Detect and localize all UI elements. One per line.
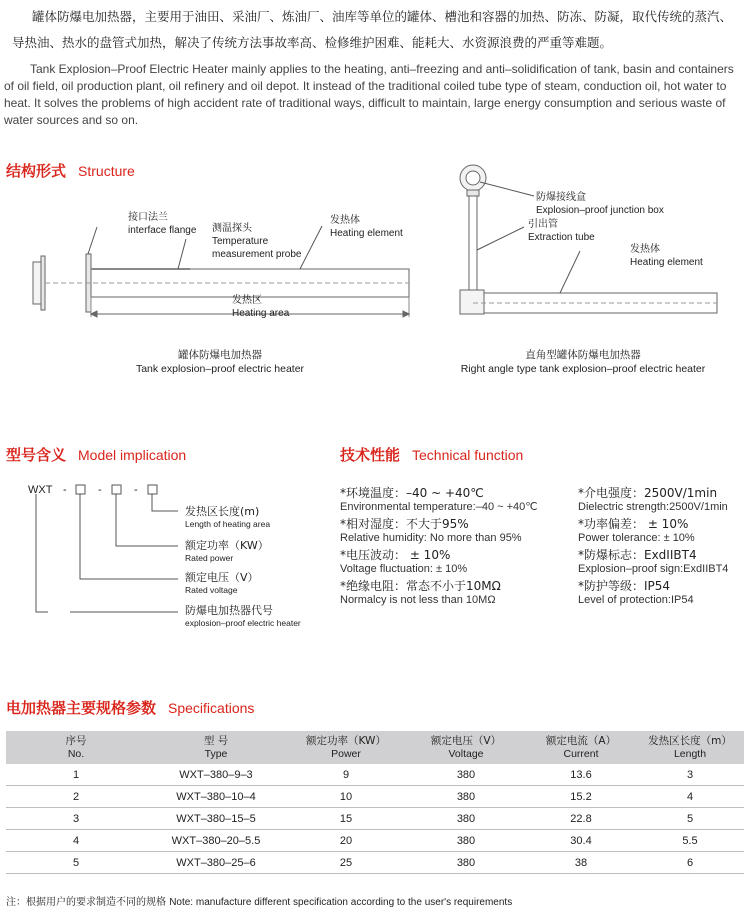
area-label-cn: 发热区 <box>232 295 262 306</box>
code-bracket-diagram <box>28 494 48 619</box>
cell-length: 5.5 <box>636 830 744 852</box>
header-voltage-cn: 额定电压（V） <box>430 735 502 747</box>
header-voltage <box>406 731 526 764</box>
model-item-length <box>185 505 270 531</box>
area-label <box>232 294 289 320</box>
header-length-en: Length <box>673 748 707 760</box>
junction-box-label-cn: 防爆接线盒 <box>536 192 586 203</box>
elbow-box <box>460 290 484 314</box>
cell-power: 15 <box>286 808 406 830</box>
junction-box-label <box>536 191 664 217</box>
model-item-length-cn: 发热区长度(m) <box>185 505 260 518</box>
header-type-cn: 型 号 <box>203 735 229 747</box>
cell-length: 6 <box>636 852 744 874</box>
element-label-right-en: Heating element <box>630 257 703 268</box>
header-current-en: Current <box>563 748 599 760</box>
probe-label-en: Temperature measurement probe <box>212 236 302 260</box>
cell-no: 3 <box>6 808 146 830</box>
flange-label <box>128 211 196 237</box>
model-item-voltage-en: Rated voltage <box>185 585 238 595</box>
power-box <box>112 485 121 494</box>
tech-power-tolerance <box>578 517 748 548</box>
cell-type: WXT–380–25–6 <box>146 852 286 874</box>
code-bracket-vertical <box>36 494 48 612</box>
cell-no: 5 <box>6 852 146 874</box>
header-no <box>6 731 146 764</box>
tech-voltage-en: Voltage fluctuation: ± 10% <box>340 563 468 575</box>
tech-temp <box>340 486 570 517</box>
header-current-cn: 额定电流（A） <box>545 735 617 747</box>
tank-heater-diagram <box>0 190 430 340</box>
tech-power-tolerance-cn: *功率偏差： ± 10% <box>578 517 689 531</box>
tech-voltage-cn: *电压波动： ± 10% <box>340 548 451 562</box>
model-dash-3: - <box>134 484 138 496</box>
tech-humidity <box>340 517 570 548</box>
power-bracket <box>116 494 178 546</box>
specs-title-en: Specifications <box>168 700 255 716</box>
header-power-en: Power <box>331 748 361 760</box>
tech-temp-cn: *环境温度：–40 ~ +40℃ <box>340 486 484 500</box>
specs-table <box>6 731 744 874</box>
model-dash-1: - <box>63 484 67 496</box>
tank-heater-caption <box>120 348 320 376</box>
element-label-right <box>630 243 703 269</box>
table-row <box>6 786 744 808</box>
right-angle-heater-caption-cn: 直角型罐体防爆电加热器 <box>525 349 641 361</box>
tech-explosion-sign-en: Explosion–proof sign:ExdIIBT4 <box>578 563 729 575</box>
header-length <box>636 731 744 764</box>
specs-note-en: Note: manufacture different specification according to the user's requirements <box>169 897 513 908</box>
technical-title-cn: 技术性能 <box>340 446 401 464</box>
cell-voltage: 380 <box>406 808 526 830</box>
header-current <box>526 731 636 764</box>
element-label-left-cn: 发热体 <box>330 215 360 226</box>
technical-title <box>340 444 523 465</box>
flange-leader <box>88 227 97 254</box>
model-dash-2: - <box>98 484 102 496</box>
model-title <box>6 444 186 465</box>
model-item-voltage-cn: 额定电压（V） <box>185 571 259 584</box>
tech-voltage <box>340 548 570 579</box>
cell-no: 4 <box>6 830 146 852</box>
header-type <box>146 731 286 764</box>
tube-leader <box>477 227 524 250</box>
probe-label-cn: 测温探头 <box>212 223 252 234</box>
probe-leader <box>178 239 186 269</box>
structure-title <box>6 160 135 181</box>
tech-explosion-sign <box>578 548 748 579</box>
tech-temp-en: Environmental temperature:–40 ~ +40℃ <box>340 501 538 513</box>
model-item-power <box>185 539 269 565</box>
model-item-power-en: Rated power <box>185 553 234 563</box>
tech-protection-en: Level of protection:IP54 <box>578 594 694 606</box>
specs-header-row <box>6 731 744 764</box>
specs-note-cn: 注：根据用户的要求制造不同的规格 <box>6 897 166 908</box>
voltage-box <box>76 485 85 494</box>
header-power <box>286 731 406 764</box>
table-row <box>6 852 744 874</box>
model-item-voltage <box>185 571 259 597</box>
cell-type: WXT–380–9–3 <box>146 764 286 786</box>
cell-voltage: 380 <box>406 830 526 852</box>
box-leader <box>480 182 534 196</box>
model-item-code-en: explosion–proof electric heater <box>185 618 301 628</box>
header-no-cn: 序号 <box>65 735 87 747</box>
model-title-cn: 型号含义 <box>6 446 67 464</box>
area-arrow-right <box>403 311 409 317</box>
extraction-tube-label-cn: 引出管 <box>528 219 558 230</box>
cell-voltage: 380 <box>406 786 526 808</box>
structure-title-cn: 结构形式 <box>6 162 67 180</box>
table-row <box>6 764 744 786</box>
voltage-bracket <box>80 494 178 579</box>
tech-humidity-en: Relative humidity: No more than 95% <box>340 532 522 544</box>
cell-current: 30.4 <box>526 830 636 852</box>
junction-box-neck <box>467 190 479 196</box>
cell-type: WXT–380–20–5.5 <box>146 830 286 852</box>
model-item-code <box>185 604 301 630</box>
tech-power-tolerance-en: Power tolerance: ± 10% <box>578 532 695 544</box>
tech-insulation-en: Normalcy is not less than 10MΩ <box>340 594 496 606</box>
length-bracket <box>152 494 178 511</box>
cell-length: 5 <box>636 808 744 830</box>
element-label-left <box>330 214 403 240</box>
intro-chinese: 罐体防爆电加热器，主要用于油田、采油厂、炼油厂、油库等单位的罐体、槽池和容器的加热、防冻、防凝，取代传统的蒸汽、导热油、热水的盘管式加热，解决了传统方法事故率高、检修维护困难、能耗大、水资源浪费的严重等难题。 <box>12 9 733 50</box>
cell-length: 4 <box>636 786 744 808</box>
extraction-tube-label-en: Extraction tube <box>528 232 595 243</box>
flange-label-en: interface flange <box>128 225 197 236</box>
tech-col-right <box>578 486 748 610</box>
cell-voltage: 380 <box>406 764 526 786</box>
specs-note <box>6 893 512 908</box>
flange-label-cn: 接口法兰 <box>128 212 168 223</box>
cell-power: 9 <box>286 764 406 786</box>
model-code-diagram <box>70 480 185 620</box>
tech-protection-cn: *防护等级：IP54 <box>578 579 671 593</box>
cell-power: 20 <box>286 830 406 852</box>
header-voltage-en: Voltage <box>448 748 484 760</box>
tech-dielectric <box>578 486 748 517</box>
model-item-length-en: Length of heating area <box>185 519 271 529</box>
technical-title-en: Technical function <box>412 447 524 463</box>
tech-protection <box>578 579 748 610</box>
header-power-cn: 额定功率（KW） <box>306 735 386 747</box>
length-box <box>148 485 157 494</box>
extraction-tube-label <box>528 218 595 244</box>
cell-type: WXT–380–15–5 <box>146 808 286 830</box>
specs-title <box>6 697 254 718</box>
junction-box-inner <box>466 171 480 185</box>
tech-explosion-sign-cn: *防爆标志：ExdIIBT4 <box>578 548 697 562</box>
tech-humidity-cn: *相对湿度：不大于95% <box>340 517 469 531</box>
tech-dielectric-en: Dielectric strength:2500V/1min <box>578 501 728 513</box>
table-row <box>6 808 744 830</box>
cell-no: 1 <box>6 764 146 786</box>
cell-current: 38 <box>526 852 636 874</box>
cell-length: 3 <box>636 764 744 786</box>
flange-plate <box>41 256 45 310</box>
area-arrow-left <box>91 311 97 317</box>
element-label-left-en: Heating element <box>330 228 403 239</box>
tank-heater-caption-en: Tank explosion–proof electric heater <box>135 363 305 375</box>
header-type-en: Type <box>204 748 228 760</box>
header-no-en: No. <box>67 748 85 760</box>
tech-col-left <box>340 486 570 610</box>
element-label-right-cn: 发热体 <box>630 244 660 255</box>
cell-voltage: 380 <box>406 852 526 874</box>
flange-box <box>33 262 41 304</box>
code-bracket <box>70 494 178 612</box>
cell-type: WXT–380–10–4 <box>146 786 286 808</box>
cell-current: 22.8 <box>526 808 636 830</box>
right-element-leader <box>560 251 580 293</box>
specs-title-cn: 电加热器主要规格参数 <box>6 699 157 717</box>
model-code: WXT <box>28 484 53 496</box>
cell-power: 10 <box>286 786 406 808</box>
tech-insulation <box>340 579 570 610</box>
model-title-en: Model implication <box>78 447 187 463</box>
tech-insulation-cn: *绝缘电阻：常态不小于10MΩ <box>340 579 501 593</box>
model-item-code-cn: 防爆电加热器代号 <box>185 604 273 617</box>
cell-power: 25 <box>286 852 406 874</box>
area-label-en: Heating area <box>232 308 290 319</box>
tech-dielectric-cn: *介电强度：2500V/1min <box>578 486 718 500</box>
right-angle-heater-caption-en: Right angle type tank explosion–proof electric heater <box>460 363 706 375</box>
cell-current: 13.6 <box>526 764 636 786</box>
tank-heater-caption-cn: 罐体防爆电加热器 <box>178 349 262 361</box>
right-angle-heater-caption <box>448 348 718 376</box>
table-row <box>6 830 744 852</box>
extraction-tube <box>469 196 477 290</box>
cell-no: 2 <box>6 786 146 808</box>
junction-box-label-en: Explosion–proof junction box <box>536 205 664 216</box>
intro-english: Tank Explosion–Proof Electric Heater mainly applies to the heating, anti–freezing and anti–solidification of tank, basin and containers of oil field, oil production plant, oil refinery and oil depot. It instead of the traditional coiled tube type of steam, conduction oil, hot water to heat. It solves the problems of high accident rate of traditional ways, difficult to maintain, large energy consumption and serious waste of water sources and so on. <box>4 62 734 127</box>
cell-current: 15.2 <box>526 786 636 808</box>
header-length-cn: 发热区长度（m） <box>648 735 732 747</box>
model-item-power-cn: 额定功率（KW） <box>185 539 269 552</box>
probe-label <box>212 222 312 261</box>
structure-title-en: Structure <box>78 163 135 179</box>
